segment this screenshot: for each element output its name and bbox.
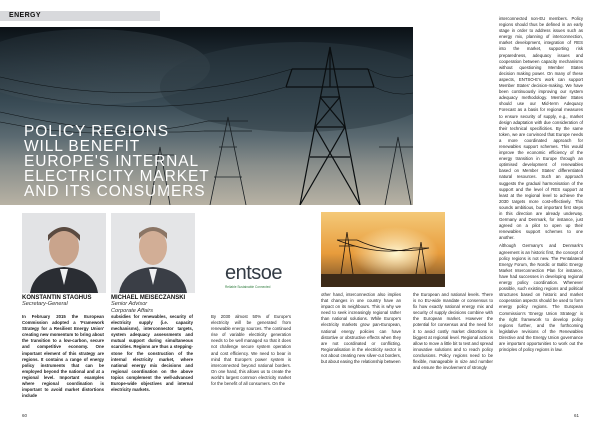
person-name: MICHAEL MEISECZANSKI xyxy=(111,295,186,301)
hero-title xyxy=(24,124,404,199)
paragraph: subsidies for renewables, security of electricity supply (i.e. capacity mechanisms), interconnector targets, system adequacy assessments and mutual support during simultaneous scarcities. Regions are thus a stepping-stone for the construction of the internal electricity market, where national energy mix decisions and regional coordination on the above topics complement the well-advanced Europe-wide objectives and internal electricity markets. xyxy=(111,314,193,393)
section-label: ENERGY xyxy=(9,12,41,19)
body-column xyxy=(22,314,104,410)
body-column xyxy=(413,292,493,410)
body-column xyxy=(211,314,291,410)
body-column xyxy=(499,16,583,410)
body-column xyxy=(321,292,401,410)
page-number-right: 61 xyxy=(574,413,580,418)
portrait-photo xyxy=(22,213,106,293)
person-role: Senior Advisor xyxy=(111,301,148,307)
person-caption xyxy=(22,295,112,308)
paragraph: the European and national levels. There is no EU-wide mandate or consensus to fix how exactly national energy mix and security of supply decisions combine with the European market. However the potential for consensus and the need for it to avoid costly market distortions is biggest at regional level. Regional actions allow to move a little bit to test and spread innovative solutions and to reach policy conclusions. Policy regions need to be flexible, manageable in size and number and ensure the involvement of strongly xyxy=(413,292,493,371)
portrait-photo xyxy=(111,213,195,293)
hero-title-line: EUROPE'S INTERNAL xyxy=(24,153,200,170)
logo-tagline: Reliable Sustainable Connected xyxy=(225,285,271,289)
paragraph: interconnected non-EU members. Policy regions should thus be defined in an early stage in order to address issues such as energy mix, planning of interconnection, market development, integration of RES into the market, supporting risk preparedness, adequacy issues and cooperation between capacity mechanisms without questioning Member States decision making power. On many of these aspects, ENTSO-E's work can support Member States' decision-making. We have been continuously improving our system adequacy methodology. Member States should use our Mid-term Adequacy Forecast as a basis for regional measures to ensure security of supply, e.g., market design adaptation with due consideration of their technical specificities. By the same token, we are convinced that Europe needs a more coordinated approach for renewables support schemes. This would improve the economic efficiency of the energy transition in Europe through an optimised development of renewables based on Member States' differentiated natural resources. Such an approach suggests the gradual harmonisation of the support and the level of RES support at least at the regional level to achieve the 2030 targets more cost-effectively. This sounds ambitious, but important first steps in this direction are already underway. Germany and Denmark, for instance, just agreed on a pilot to open up their renewables support schemes to one another. xyxy=(499,16,583,241)
logo-wordmark: entsoe xyxy=(225,262,283,284)
paragraph: other hand, interconnection also implies that changes in one country have an impact on its neighbours. This is why we need to seek increasingly regional rather than national solutions. While Europe's electricity markets grow pan-European, national energy policies can have distortive or obstructive effects when they are not coordinated or conflicting. Regionalisation in the electricity sector is not about creating new silver-cut borders, but about easing the relationship between xyxy=(321,292,401,365)
body-column xyxy=(111,314,193,410)
hero-title-line: AND ITS CONSUMERS xyxy=(24,183,206,200)
hero-image xyxy=(0,27,413,205)
paragraph: By 2030 almost 50% of Europe's electricity will be generated from renewable energy sources. The continued rise of variable electricity generation needs to be well managed so that it does not challenge secure system operation and cost efficiency. We need to bear in mind that Europe's power system is interconnected beyond national borders. On one hand, this allows us to create the world's largest common electricity market for the benefit of all consumers. On the xyxy=(211,314,291,387)
sunset-pylons-image xyxy=(321,212,445,287)
paragraph: Although Germany's and Denmark's agreement is an historic first, the concept of policy regions is not new. The Pentalateral Energy Forum, the Nordic or Baltic Energy Market Interconnection Plan for instance, have had successes in developing regional energy policy coordination. Whenever possible, such existing regions and political structures based on historic and market cooperation aspects should be used to form energy policy regions. The European Commission's 'Energy Union Strategy' is the right framework to develop policy regions further, and the forthcoming legislative revisions of the Renewables Directive and the Energy Union governance are important opportunities to work out the principles of policy regions in law. xyxy=(499,243,583,353)
page-number-left: 60 xyxy=(22,413,28,418)
hero-title-line: ELECTRICITY MARKET xyxy=(24,168,210,185)
hero-title-line: WILL BENEFIT xyxy=(24,138,141,155)
person-caption xyxy=(111,295,221,314)
hero-title-line: POLICY REGIONS xyxy=(24,123,169,140)
person-role: Secretary-General xyxy=(22,301,68,307)
person-role: Corporate Affairs xyxy=(111,307,154,314)
section-tab xyxy=(0,11,160,21)
paragraph: In February 2015 the European Commission adopted a 'Framework Strategy for a Resilient Energy Union' creating new momentum to bring about the transition to a low-carbon, secure and competitive economy. One important element of this strategy are regions. It contains a range of energy policy instruments that can be employed beyond the national and at a regional level. Important examples where regional coordination is important to avoid market distortions include xyxy=(22,314,104,399)
entsoe-logo xyxy=(225,262,315,289)
person-name: KONSTANTIN STAGHUS xyxy=(22,295,92,301)
